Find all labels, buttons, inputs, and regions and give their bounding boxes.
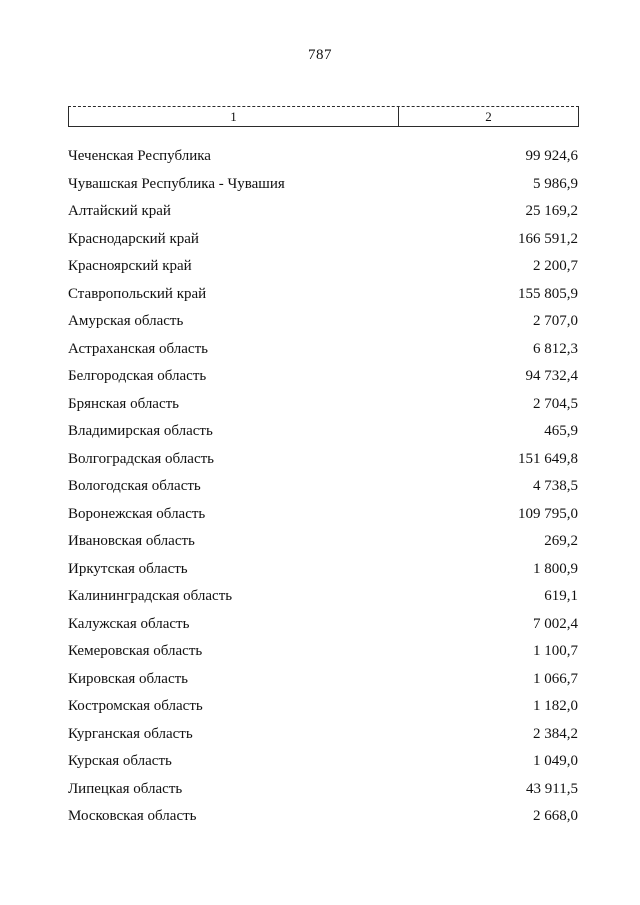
region-name: Краснодарский край	[68, 230, 199, 247]
region-name: Вологодская область	[68, 478, 201, 494]
region-value: 2 704,5	[533, 395, 578, 412]
region-name: Кировская область	[68, 670, 189, 687]
region-value: 151 649,8	[518, 450, 578, 467]
region-value: 2 200,7	[533, 258, 578, 274]
table-row	[0, 473, 640, 501]
region-value: 1 100,7	[533, 643, 578, 659]
table-header-col-1: 1	[69, 107, 399, 126]
region-name: Брянская область	[68, 395, 180, 412]
region-value: 99 924,6	[525, 148, 578, 164]
table-header	[68, 106, 579, 127]
region-value: 155 805,9	[518, 285, 578, 302]
table-row	[0, 803, 640, 831]
region-name: Калужская область	[68, 615, 190, 632]
region-name: Ивановская область	[68, 533, 195, 549]
region-name: Астраханская область	[68, 340, 208, 357]
table-row	[0, 363, 640, 391]
region-value: 2 384,2	[533, 725, 578, 742]
region-value: 1 066,7	[533, 670, 578, 687]
table-row	[0, 528, 640, 556]
region-value: 465,9	[544, 423, 578, 439]
region-name: Курганская область	[68, 725, 193, 742]
table-row	[0, 501, 640, 529]
table-row	[0, 226, 640, 254]
region-name: Красноярский край	[68, 258, 192, 274]
table-row	[0, 776, 640, 804]
table-row	[0, 418, 640, 446]
region-value: 166 591,2	[518, 230, 578, 247]
region-value: 269,2	[544, 533, 578, 549]
region-value: 1 182,0	[533, 698, 578, 714]
region-value: 5 986,9	[533, 175, 578, 192]
region-name: Кемеровская область	[68, 643, 203, 659]
region-name: Курская область	[68, 753, 172, 769]
table-row	[0, 391, 640, 419]
table-row	[0, 198, 640, 226]
table-row	[0, 693, 640, 721]
table-row	[0, 446, 640, 474]
table-row	[0, 143, 640, 171]
table-row	[0, 556, 640, 584]
region-value: 94 732,4	[525, 368, 578, 384]
table-row	[0, 721, 640, 749]
table-row	[0, 281, 640, 309]
table-row	[0, 308, 640, 336]
table-header-col-2: 2	[485, 108, 492, 124]
region-name: Алтайский край	[68, 203, 171, 219]
region-value: 25 169,2	[525, 203, 578, 219]
region-value: 1 800,9	[533, 560, 578, 577]
table-row	[0, 638, 640, 666]
region-value: 109 795,0	[518, 505, 578, 522]
region-name: Чувашская Республика - Чувашия	[68, 175, 285, 192]
table-body	[0, 143, 640, 831]
region-value: 43 911,5	[526, 780, 578, 797]
table-row	[0, 171, 640, 199]
region-value: 2 707,0	[533, 313, 578, 329]
region-value: 7 002,4	[533, 615, 578, 632]
region-value: 1 049,0	[533, 753, 578, 769]
region-name: Амурская область	[68, 313, 184, 329]
region-value: 4 738,5	[533, 478, 578, 494]
region-name: Владимирская область	[68, 423, 213, 439]
table-row	[0, 666, 640, 694]
region-name: Иркутская область	[68, 560, 188, 577]
table-row	[0, 253, 640, 281]
region-name: Воронежская область	[68, 505, 206, 522]
region-value: 619,1	[544, 588, 578, 604]
table-row	[0, 748, 640, 776]
region-name: Белгородская область	[68, 368, 207, 384]
region-name: Ставропольский край	[68, 285, 207, 302]
page-number: 787	[308, 47, 332, 63]
region-value: 2 668,0	[533, 808, 578, 824]
region-name: Чеченская Республика	[68, 148, 211, 164]
region-name: Волгоградская область	[68, 450, 214, 467]
region-name: Костромская область	[68, 698, 203, 714]
region-name: Липецкая область	[68, 780, 183, 797]
region-name: Калининградская область	[68, 588, 233, 604]
table-row	[0, 336, 640, 364]
region-name: Московская область	[68, 808, 197, 824]
region-value: 6 812,3	[533, 340, 578, 357]
table-row	[0, 583, 640, 611]
table-row	[0, 611, 640, 639]
